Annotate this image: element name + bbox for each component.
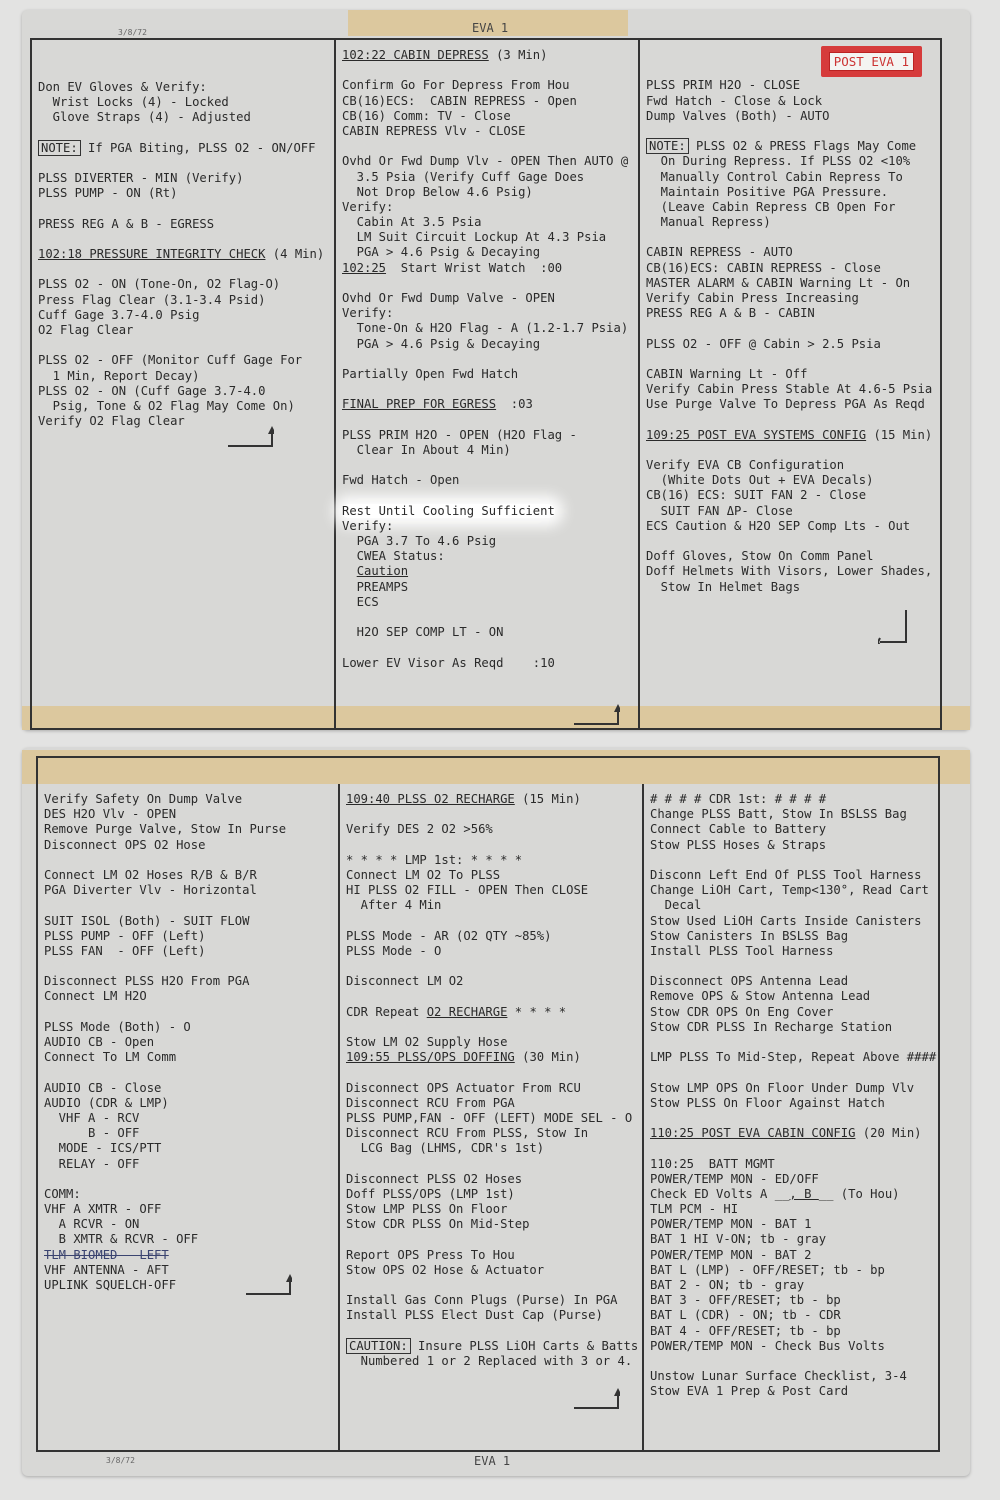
checklist-line: TLM PCM - HI [650, 1202, 739, 1217]
checklist-line: Disconn Left End Of PLSS Tool Harness [650, 867, 922, 882]
checklist-line: PLSS O2 - OFF (Monitor Cuff Gage For [38, 353, 303, 368]
checklist-line: PLSS O2 - ON (Tone-On, O2 Flag-O) [38, 277, 281, 292]
checklist-line: NOTE: If PGA Biting, PLSS O2 - ON/OFF [38, 141, 326, 156]
bottom-column-1 [38, 784, 336, 1450]
checklist-line: Verify Cabin Press Increasing [646, 291, 859, 305]
checklist-line [346, 989, 636, 1004]
checklist-line: PLSS Mode - O [346, 943, 442, 958]
checklist-line [342, 352, 632, 367]
checklist-line: Stow PLSS On Floor Against Hatch [650, 1095, 885, 1110]
checklist-line: O2 Flag Clear [38, 323, 134, 337]
checklist-line: POWER/TEMP MON - ED/OFF [650, 1171, 819, 1186]
checklist-line: B XMTR & RCVR - OFF [44, 1232, 199, 1247]
checklist-line: Disconnect LM O2 [346, 974, 464, 989]
checklist-line: Psig, Tone & O2 Flag May Come On) [38, 398, 295, 413]
checklist-line: Doff Helmets With Visors, Lower Shades, [646, 564, 933, 579]
post-eva-label [821, 46, 922, 77]
checklist-line [38, 126, 326, 141]
checklist-line: Not Drop Below 4.6 Psig) [342, 184, 533, 199]
checklist-line: B - OFF [44, 1126, 140, 1141]
checklist-line: Partially Open Fwd Hatch [342, 366, 519, 381]
bottom-column-3 [642, 784, 940, 1450]
checklist-line [650, 1354, 934, 1369]
checklist-line: POWER/TEMP MON - BAT 2 [650, 1247, 812, 1262]
checklist-line [342, 276, 632, 291]
checklist-line [38, 338, 326, 353]
checklist-line: AUDIO CB - Close [44, 1080, 162, 1095]
checklist-line: Verify O2 Flag Clear [38, 414, 185, 429]
checklist-line: Verify Cabin Press Stable At 4.6-5 Psia [646, 382, 933, 397]
bottom-column-2 [338, 784, 642, 1450]
checklist-line [346, 914, 636, 929]
checklist-line: VHF ANTENNA - AFT [44, 1262, 169, 1277]
checklist-line: Numbered 1 or 2 Replaced with 3 or 4. [346, 1353, 633, 1368]
checklist-line: POWER/TEMP MON - Check Bus Volts [650, 1338, 885, 1353]
checklist-line: 110:25 POST EVA CABIN CONFIG (20 Min) [650, 1126, 922, 1141]
checklist-line: MASTER ALARM & CABIN Warning Lt - On [646, 275, 911, 290]
checklist-line: Stow Canisters In BSLSS Bag [650, 928, 849, 943]
checklist-line: Doff Gloves, Stow On Comm Panel [646, 549, 874, 564]
top-checklist-card [22, 10, 970, 730]
checklist-line: POWER/TEMP MON - BAT 1 [650, 1217, 812, 1232]
checklist-line [346, 1020, 636, 1035]
checklist-line: UPLINK SQUELCH-OFF [44, 1278, 177, 1292]
checklist-line: NOTE: PLSS O2 & PRESS Flags May Come [646, 139, 936, 154]
checklist-line [44, 853, 330, 868]
bottom-checklist-card [22, 748, 970, 1476]
checklist-line [346, 838, 636, 853]
checklist-line: Connect Cable to Battery [650, 822, 827, 837]
checklist-line: CABIN REPRESS - AUTO [646, 245, 793, 260]
checklist-line: (White Dots Out + EVA Decals) [646, 473, 874, 488]
checklist-line [44, 1065, 330, 1080]
checklist-line [342, 413, 632, 428]
checklist-line: Use Purge Valve To Depress PGA As Reqd [646, 397, 925, 412]
checklist-line: CABIN Warning Lt - Off [646, 366, 808, 381]
checklist-line: 109:25 POST EVA SYSTEMS CONFIG (15 Min) [646, 427, 933, 442]
checklist-line: PLSS PUMP - ON (Rt) [38, 186, 178, 201]
checklist-line: 109:40 PLSS O2 RECHARGE (15 Min) [346, 792, 581, 806]
checklist-line: Stow LMP OPS On Floor Under Dump Vlv [650, 1080, 915, 1095]
checklist-line: Stow PLSS Hoses & Straps [650, 837, 827, 852]
checklist-line: 110:25 BATT MGMT [650, 1156, 775, 1171]
checklist-line [342, 63, 632, 78]
checklist-line [650, 1141, 934, 1156]
checklist-line: Manually Control Cabin Repress To [646, 169, 903, 184]
checklist-line [342, 382, 632, 397]
checklist-line [342, 610, 632, 625]
checklist-line [38, 262, 326, 277]
checklist-line: Stow EVA 1 Prep & Post Card [650, 1384, 849, 1399]
checklist-line: Change PLSS Batt, Stow In BSLSS Bag [650, 807, 907, 822]
checklist-line: 1 Min, Report Decay) [38, 368, 200, 383]
checklist-line [342, 139, 632, 154]
checklist-line: Tone-On & H2O Flag - A (1.2-1.7 Psia) [342, 321, 629, 336]
checklist-line: H2O SEP COMP LT - ON [342, 625, 504, 640]
checklist-line: After 4 Min [346, 898, 442, 913]
checklist-line: DES H2O Vlv - OPEN [44, 807, 177, 822]
checklist-line: 102:22 CABIN DEPRESS (3 Min) [342, 48, 548, 62]
checklist-line: Remove OPS & Stow Antenna Lead [650, 989, 871, 1004]
checklist-line: Cuff Gage 3.7-4.0 Psig [38, 307, 200, 322]
checklist-line: PGA > 4.6 Psig & Decaying [342, 245, 541, 260]
checklist-line: PLSS Mode - AR (O2 QTY ~85%) [346, 928, 552, 943]
checklist-line: LMP PLSS To Mid-Step, Repeat Above #### [650, 1050, 937, 1065]
checklist-line: Connect LM H2O [44, 989, 147, 1004]
checklist-line [44, 959, 330, 974]
checklist-line: SUIT ISOL (Both) - SUIT FLOW [44, 913, 250, 928]
checklist-line: Verify: [342, 518, 394, 533]
checklist-line: Manual Repress) [646, 215, 771, 230]
checklist-line: Stow In Helmet Bags [646, 579, 801, 594]
checklist-line: Remove Purge Valve, Stow In Purse [44, 822, 287, 837]
checklist-line: Verify: [342, 306, 394, 321]
checklist-line: Caution [356, 564, 409, 579]
checklist-line: ECS [342, 594, 379, 609]
checklist-line: CAUTION: Insure PLSS LiOH Carts & Batts [346, 1339, 636, 1354]
checklist-line: Ovhd Or Fwd Dump Valve - OPEN [342, 291, 555, 305]
checklist-line: Install PLSS Elect Dust Cap (Purse) [346, 1308, 603, 1323]
checklist-line [646, 124, 936, 139]
checklist-line [342, 458, 632, 473]
bottom-header-title: EVA 1 [474, 1454, 511, 1468]
checklist-line: LM Suit Circuit Lockup At 4.3 Psia [342, 230, 607, 245]
checklist-line: CB(16) Comm: TV - Close [342, 108, 511, 123]
checklist-line: Stow OPS O2 Hose & Actuator [346, 1262, 545, 1277]
bottom-date: 3/8/72 [106, 1456, 135, 1465]
checklist-line: Verify DES 2 O2 >56% [346, 822, 493, 837]
checklist-line [346, 1324, 636, 1339]
checklist-line: PLSS FAN - OFF (Left) [44, 943, 206, 958]
top-column-2 [334, 40, 638, 728]
checklist-line: PLSS O2 - OFF @ Cabin > 2.5 Psia [646, 336, 881, 351]
checklist-line: Stow Used LiOH Carts Inside Canisters [650, 913, 922, 928]
checklist-line: VHF A - RCV [44, 1110, 140, 1125]
checklist-line: 109:55 PLSS/OPS DOFFING (30 Min) [346, 1050, 581, 1065]
checklist-line [44, 1005, 330, 1020]
checklist-line: A RCVR - ON [44, 1217, 140, 1232]
top-column-1 [32, 72, 332, 728]
checklist-line: RELAY - OFF [44, 1156, 140, 1171]
checklist-line [342, 640, 632, 655]
checklist-line: Glove Straps (4) - Adjusted [38, 110, 251, 125]
checklist-line: 102:18 PRESSURE INTEGRITY CHECK (4 Min) [38, 247, 325, 262]
checklist-line: 102:25 Start Wrist Watch :00 [342, 260, 563, 275]
checklist-line: Disconnect OPS O2 Hose [44, 837, 206, 852]
checklist-line: Cabin At 3.5 Psia [342, 215, 482, 230]
turn-arrow-icon [246, 1274, 292, 1296]
checklist-line: Connect To LM Comm [44, 1050, 177, 1065]
checklist-line: Disconnect OPS Antenna Lead [650, 974, 849, 989]
checklist-line: FINAL PREP FOR EGRESS :03 [342, 397, 533, 412]
checklist-line: Connect LM O2 Hoses R/B & B/R [44, 867, 257, 882]
checklist-line: Don EV Gloves & Verify: [38, 80, 207, 94]
checklist-line: CB(16)ECS: CABIN REPRESS - Open [342, 93, 577, 108]
checklist-line: PREAMPS [342, 579, 409, 594]
checklist-line [346, 1232, 636, 1247]
checklist-line: Stow CDR OPS On Eng Cover [650, 1004, 834, 1019]
checklist-line: BAT L (CDR) - ON; tb - CDR [650, 1308, 841, 1323]
checklist-line [650, 1065, 934, 1080]
checklist-line [44, 1172, 330, 1187]
checklist-line [646, 534, 936, 549]
checklist-line: Unstow Lunar Surface Checklist, 3-4 [650, 1369, 907, 1384]
checklist-line: AUDIO CB - Open [44, 1035, 155, 1049]
checklist-line [346, 807, 636, 822]
checklist-line [342, 488, 632, 503]
checklist-line: BAT 1 HI V-ON; tb - gray [650, 1232, 827, 1247]
turn-arrow-icon [228, 426, 274, 448]
checklist-line: Stow CDR PLSS On Mid-Step [346, 1217, 530, 1232]
checklist-line [646, 413, 936, 428]
checklist-line [646, 321, 936, 336]
checklist-line [346, 1065, 636, 1080]
checklist-line: Maintain Positive PGA Pressure. [646, 184, 889, 199]
checklist-line: Verify Safety On Dump Valve [44, 792, 243, 806]
checklist-line: Verify: [342, 199, 394, 214]
checklist-line [650, 959, 934, 974]
checklist-line: Doff PLSS/OPS (LMP 1st) [346, 1186, 515, 1201]
checklist-line: Ovhd Or Fwd Dump Vlv - OPEN Then AUTO @ [342, 154, 629, 169]
checklist-line [346, 959, 636, 974]
top-header-title: EVA 1 [472, 21, 509, 35]
checklist-line: Confirm Go For Depress From Hou [342, 78, 570, 93]
turn-arrow-icon [574, 1388, 620, 1410]
checklist-line: BAT 3 - OFF/RESET; tb - bp [650, 1293, 841, 1308]
checklist-line: Fwd Hatch - Close & Lock [646, 93, 823, 108]
turn-arrow-icon [574, 704, 620, 726]
checklist-line: Clear In About 4 Min) [342, 442, 511, 457]
checklist-line: Change LiOH Cart, Temp<130°, Read Cart [650, 883, 929, 898]
checklist-line: Disconnect OPS Actuator From RCU [346, 1080, 581, 1095]
checklist-line: Rest Until Cooling Sufficient [342, 503, 555, 518]
checklist-line: CABIN REPRESS Vlv - CLOSE [342, 123, 526, 138]
checklist-line [650, 853, 934, 868]
checklist-line [38, 156, 326, 171]
checklist-line: Stow LMP PLSS On Floor [346, 1202, 508, 1217]
top-date: 3/8/72 [118, 28, 147, 37]
checklist-line: PLSS PRIM H2O - OPEN (H2O Flag - [342, 427, 577, 442]
checklist-line: LCG Bag (LHMS, CDR's 1st) [346, 1141, 545, 1156]
checklist-line: On During Repress. If PLSS O2 <10% [646, 154, 911, 169]
checklist-line: PRESS REG A & B - EGRESS [38, 216, 215, 231]
checklist-line [346, 1157, 636, 1172]
checklist-line: Lower EV Visor As Reqd :10 [342, 655, 555, 670]
checklist-line: * * * * LMP 1st: * * * * [346, 852, 523, 867]
checklist-line: HI PLSS O2 FILL - OPEN Then CLOSE [346, 883, 589, 898]
checklist-line: PLSS O2 - ON (Cuff Gage 3.7-4.0 [38, 383, 266, 398]
checklist-line: Press Flag Clear (3.1-3.4 Psid) [38, 292, 266, 307]
checklist-line [646, 352, 936, 367]
checklist-line [646, 230, 936, 245]
checklist-line: Dump Valves (Both) - AUTO [646, 108, 830, 123]
post-eva-label-text: POST EVA 1 [829, 52, 914, 71]
checklist-line: Verify EVA CB Configuration [646, 458, 845, 473]
checklist-line: PLSS PUMP,FAN - OFF (LEFT) MODE SEL - O [346, 1110, 633, 1125]
checklist-line: PGA 3.7 To 4.6 Psig [342, 534, 497, 548]
checklist-line: Install PLSS Tool Harness [650, 943, 834, 958]
checklist-line: Disconnect PLSS H2O From PGA [44, 974, 250, 989]
checklist-line: Check ED Volts A __, B __ (To Hou) [650, 1186, 900, 1201]
checklist-line: PLSS PRIM H2O - CLOSE [646, 78, 801, 93]
checklist-line: TLM BIOMED - LEFT [44, 1247, 169, 1262]
checklist-line: Disconnect PLSS O2 Hoses [346, 1171, 523, 1186]
checklist-line [646, 443, 936, 458]
checklist-line: AUDIO (CDR & LMP) [44, 1095, 169, 1110]
checklist-line: Fwd Hatch - Open [342, 473, 460, 488]
checklist-line [38, 202, 326, 217]
checklist-line: 3.5 Psia (Verify Cuff Gage Does [342, 169, 585, 184]
checklist-line: CWEA Status: [342, 549, 445, 564]
checklist-line: COMM: [44, 1186, 81, 1201]
checklist-line: Report OPS Press To Hou [346, 1247, 515, 1262]
checklist-line: MODE - ICS/PTT [44, 1141, 162, 1156]
checklist-line: PRESS REG A & B - CABIN [646, 306, 815, 321]
checklist-line: # # # # CDR 1st: # # # # [650, 792, 827, 806]
checklist-line: Disconnect RCU From PGA [346, 1095, 515, 1110]
checklist-line: Stow LM O2 Supply Hose [346, 1035, 508, 1049]
checklist-line: Install Gas Conn Plugs (Purse) In PGA [346, 1293, 618, 1308]
checklist-line: Decal [650, 898, 702, 913]
checklist-line: SUIT FAN ΔP- Close [646, 503, 793, 518]
checklist-line: Stow CDR PLSS In Recharge Station [650, 1019, 893, 1034]
checklist-line: PLSS PUMP - OFF (Left) [44, 928, 206, 943]
checklist-line [346, 1278, 636, 1293]
checklist-line [650, 1111, 934, 1126]
checklist-line [44, 898, 330, 913]
checklist-line: PLSS DIVERTER - MIN (Verify) [38, 171, 244, 186]
checklist-line: Disconnect RCU From PLSS, Stow In [346, 1126, 589, 1141]
checklist-line [650, 1035, 934, 1050]
checklist-line: PGA > 4.6 Psig & Decaying [342, 336, 541, 351]
checklist-line: Connect LM O2 To PLSS [346, 867, 501, 882]
checklist-line: PLSS Mode (Both) - O [44, 1019, 191, 1034]
checklist-line: BAT 4 - OFF/RESET; tb - bp [650, 1323, 841, 1338]
checklist-line: CB(16)ECS: CABIN REPRESS - Close [646, 260, 881, 275]
checklist-line [38, 232, 326, 247]
checklist-line: CDR Repeat O2 RECHARGE * * * * [346, 1004, 567, 1019]
checklist-line: BAT L (LMP) - OFF/RESET; tb - bp [650, 1262, 885, 1277]
checklist-line: BAT 2 - ON; tb - gray [650, 1278, 805, 1292]
checklist-line: PGA Diverter Vlv - Horizontal [44, 883, 257, 898]
checklist-line: Wrist Locks (4) - Locked [38, 95, 229, 110]
checklist-line: VHF A XMTR - OFF [44, 1202, 162, 1217]
checklist-line: ECS Caution & H2O SEP Comp Lts - Out [646, 518, 911, 533]
checklist-line: (Leave Cabin Repress CB Open For [646, 199, 896, 214]
turn-arrow-icon [878, 608, 924, 630]
checklist-line: CB(16) ECS: SUIT FAN 2 - Close [646, 488, 867, 503]
